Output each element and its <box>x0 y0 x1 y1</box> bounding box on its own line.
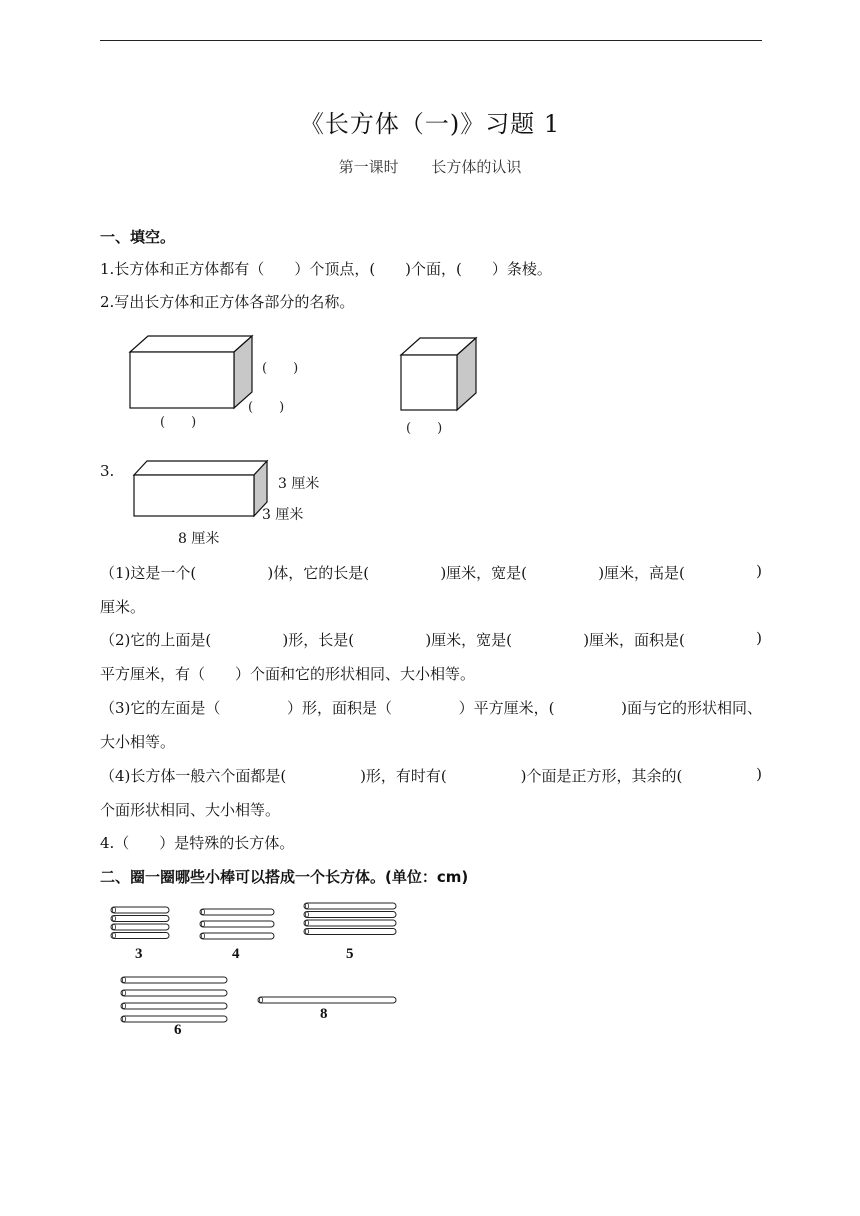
cube-figure <box>400 337 480 413</box>
stick <box>111 924 169 930</box>
question-3-1-line1: （1)这是一个( )体，它的长是( )厘米，宽是( )厘米，高是( ) <box>100 562 762 582</box>
stick-group-4 <box>199 908 277 942</box>
q3-cuboid-figure <box>133 460 273 518</box>
question-3-2-line1: （2)它的上面是( )形，长是( )厘米，宽是( )厘米，面积是( ) <box>100 629 762 649</box>
stick <box>121 977 227 983</box>
stick-group-5 <box>303 902 399 938</box>
cuboid-label-right-bottom: ( ) <box>248 400 285 415</box>
cuboid-label-right-top: ( ) <box>262 361 299 376</box>
lesson-topic: 长方体的认识 <box>431 158 522 176</box>
stick <box>111 916 169 922</box>
stick <box>121 1003 227 1009</box>
question-3-3-line1: （3)它的左面是（ ）形，面积是（ ）平方厘米，( )面与它的形状相同、 <box>100 699 762 717</box>
question-3-4-line2: 个面形状相同、大小相等。 <box>100 801 281 819</box>
question-4: 4.（ ）是特殊的长方体。 <box>100 834 295 852</box>
header-rule <box>100 40 762 41</box>
stick <box>200 921 274 927</box>
stick <box>121 990 227 996</box>
stick-group-8 <box>257 996 399 1006</box>
question-3-4-line1: （4)长方体一般六个面都是( )形，有时有( )个面是正方形，其余的( ) <box>100 765 762 785</box>
stick <box>304 903 396 909</box>
question-1: 1.长方体和正方体都有（ ）个顶点，( )个面，( ）条棱。 <box>100 260 552 278</box>
stick <box>200 933 274 939</box>
stick <box>304 929 396 935</box>
question-2: 2.写出长方体和正方体各部分的名称。 <box>100 293 355 311</box>
stick-group-6 <box>120 976 230 1025</box>
lesson-label: 第一课时 <box>338 158 399 176</box>
cube-label-bottom: ( ) <box>406 421 443 436</box>
stick-group-3 <box>110 906 172 942</box>
stick-length-label: 6 <box>174 1022 182 1038</box>
stick-length-label: 4 <box>232 946 240 962</box>
stick <box>111 907 169 913</box>
q3-width-label: 3 厘米 <box>262 507 304 523</box>
question-3-number: 3. <box>100 462 115 480</box>
q3-length-label: 8 厘米 <box>178 531 220 547</box>
cuboid-figure <box>128 334 268 414</box>
stick-length-label: 3 <box>135 946 143 962</box>
question-3-3-line2: 大小相等。 <box>100 733 176 751</box>
question-3-1-line2: 厘米。 <box>100 598 146 616</box>
section1-heading: 一、填空。 <box>100 228 176 246</box>
cuboid-label-bottom: ( ) <box>160 415 197 430</box>
stick-length-label: 5 <box>346 946 354 962</box>
stick <box>304 912 396 918</box>
section2-heading: 二、圈一圈哪些小棒可以搭成一个长方体。(单位：cm) <box>100 868 469 886</box>
question-3-2-line2: 平方厘米，有（ ）个面和它的形状相同、大小相等。 <box>100 665 476 683</box>
stick <box>258 997 396 1003</box>
stick <box>200 909 274 915</box>
q3-height-label: 3 厘米 <box>278 476 320 492</box>
page-title: 《长方体（一)》习题 1 <box>299 110 561 138</box>
page-subtitle <box>0 156 860 177</box>
stick <box>111 933 169 939</box>
stick-length-label: 8 <box>320 1006 328 1022</box>
stick <box>304 920 396 926</box>
